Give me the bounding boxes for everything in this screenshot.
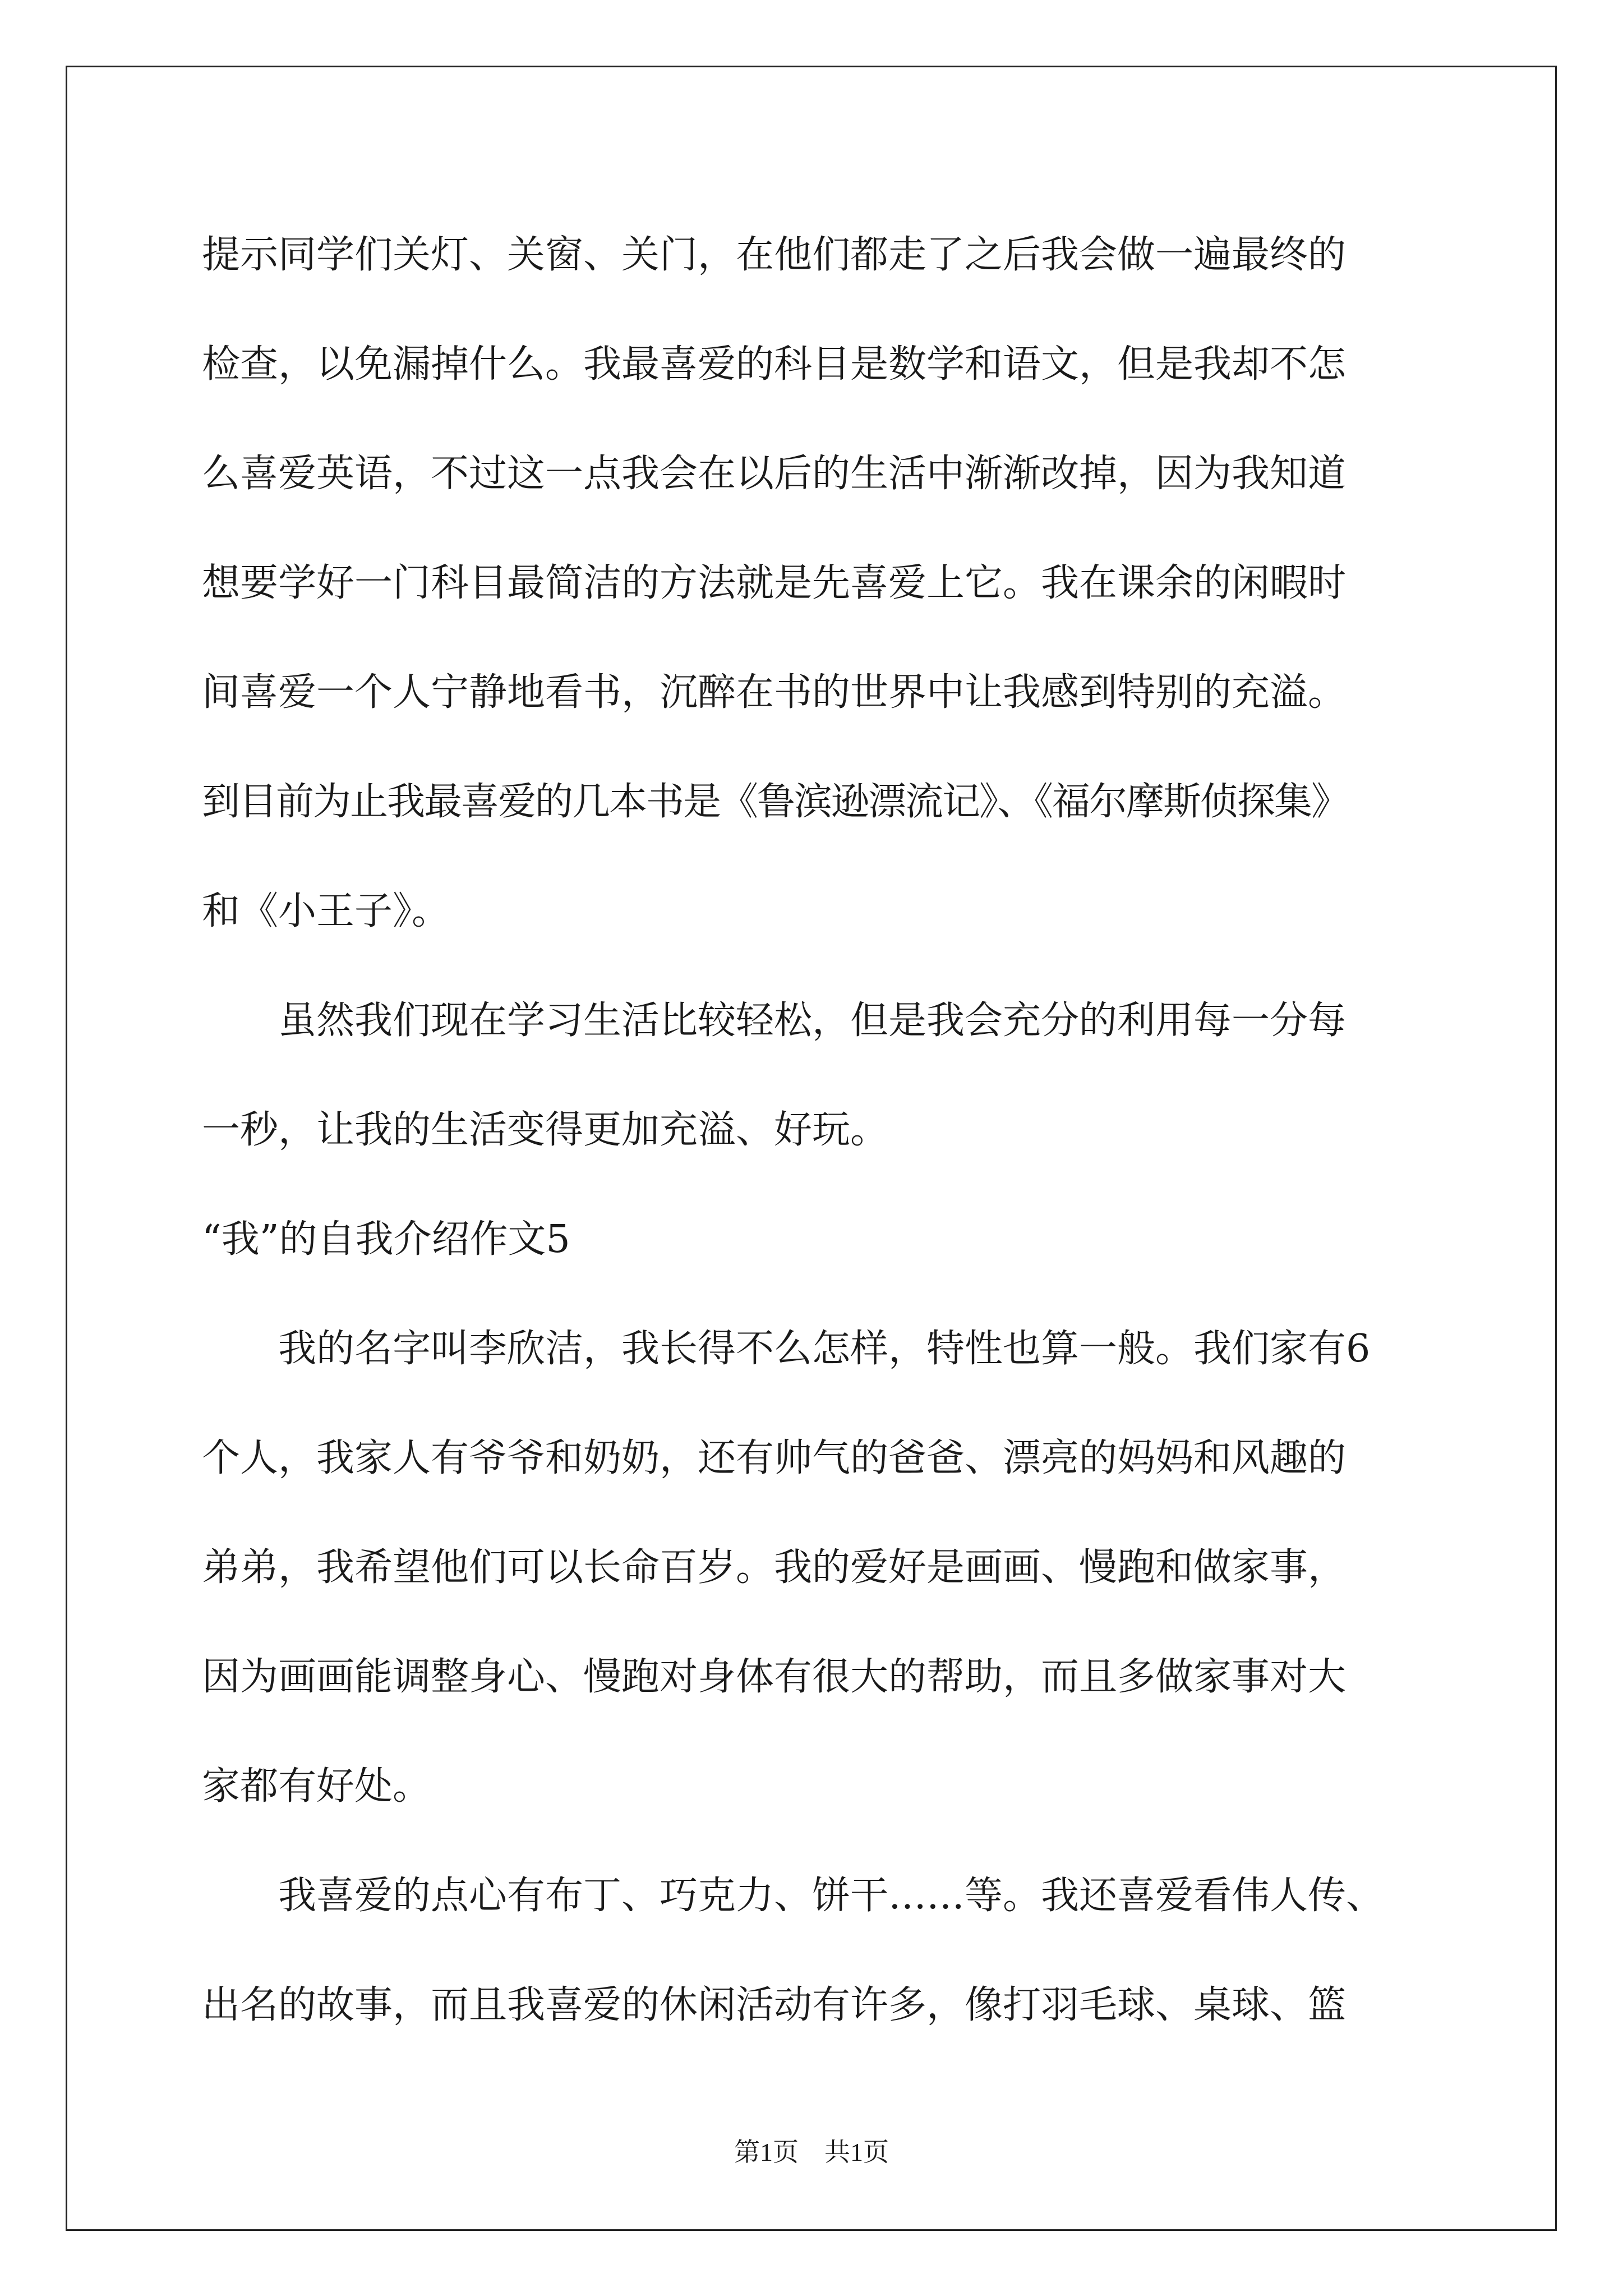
text-line: 到目前为止我最喜爱的几本书是《鲁滨逊漂流记》、《福尔摩斯侦探集》 bbox=[202, 780, 1349, 824]
text-line: 个人，我家人有爷爷和奶奶，还有帅气的爸爸、漂亮的妈妈和风趣的 bbox=[202, 1436, 1347, 1480]
text-line: 一秒，让我的生活变得更加充溢、好玩。 bbox=[202, 1108, 889, 1152]
text-line: 和《小王子》。 bbox=[202, 889, 450, 933]
text-line: 提示同学们关灯、关窗、关门，在他们都走了之后我会做一遍最终的 bbox=[202, 233, 1347, 277]
page-footer: 第1页 共1页 bbox=[734, 2138, 889, 2166]
text-line: 检查，以免漏掉什么。我最喜爱的科目是数学和语文，但是我却不怎 bbox=[202, 342, 1347, 386]
paragraph-start: 我喜爱的点心有布丁、巧克力、饼干……等。我还喜爱看伟人传、 bbox=[202, 1874, 1385, 1918]
text-line: 因为画画能调整身心、慢跑对身体有很大的帮助，而且多做家事对大 bbox=[202, 1655, 1347, 1699]
text-line: 出名的故事，而且我喜爱的休闲活动有许多，像打羽毛球、桌球、篮 bbox=[202, 1983, 1347, 2027]
text-line: 间喜爱一个人宁静地看书，沉醉在书的世界中让我感到特别的充溢。 bbox=[202, 670, 1347, 715]
text-line: 弟弟，我希望他们可以长命百岁。我的爱好是画画、慢跑和做家事， bbox=[202, 1545, 1347, 1590]
text-line: 想要学好一门科目最简洁的方法就是先喜爱上它。我在课余的闲暇时 bbox=[202, 561, 1347, 605]
section-heading: “我”的自我介绍作文5 bbox=[202, 1217, 570, 1262]
paragraph-start: 我的名字叫李欣洁，我长得不么怎样，特性也算一般。我们家有6 bbox=[202, 1327, 1371, 1371]
text-line: 家都有好处。 bbox=[202, 1764, 431, 1809]
paragraph-start: 虽然我们现在学习生活比较轻松，但是我会充分的利用每一分每 bbox=[202, 999, 1347, 1043]
text-line: 么喜爱英语，不过这一点我会在以后的生活中渐渐改掉，因为我知道 bbox=[202, 452, 1347, 496]
